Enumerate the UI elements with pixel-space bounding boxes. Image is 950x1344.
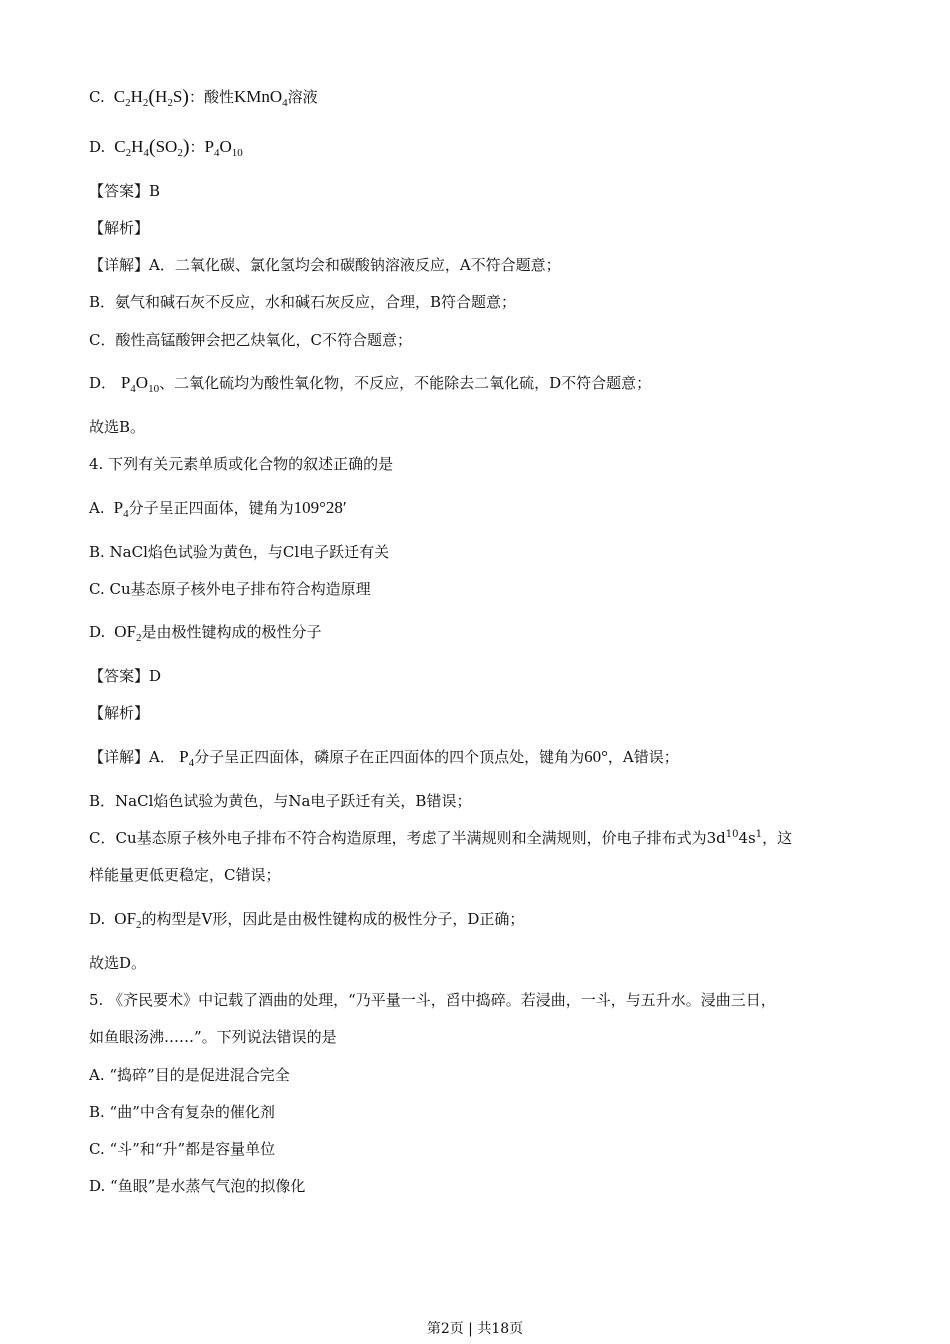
formula-p4: $P_4$ xyxy=(174,747,195,769)
q5-option-b: B. “曲”中含有复杂的催化剂 xyxy=(89,1103,275,1121)
bond-angle: 109°28′ xyxy=(293,498,347,517)
detail-label: D． xyxy=(89,374,117,392)
formula-of2: $OF_2$ xyxy=(110,622,142,644)
detail-text: C．Cu基态原子核外电子排布不符合构造原理，考虑了半满规则和全满规则，价电子排布式为3d xyxy=(89,829,726,847)
option-d xyxy=(89,136,880,158)
formula-p4: $P_4$ xyxy=(109,498,129,520)
option-label: A. xyxy=(89,499,105,517)
conclusion: 故选D。 xyxy=(89,954,147,972)
formula-of2: $OF_2$ xyxy=(110,909,142,931)
q4-option-b: B. NaCl焰色试验为黄色，与Cl电子跃迁有关 xyxy=(89,543,390,561)
detail-text: 分子呈正四面体，磷原子在正四面体的四个顶点处，键角为 xyxy=(194,748,585,766)
formula-kmno4: KMnO$_4$ xyxy=(233,87,288,109)
q4-detail-c-continued: 样能量更低更稳定，C错误； xyxy=(89,866,281,884)
q5-option-a: A. “捣碎”目的是促进混合完全 xyxy=(89,1066,290,1084)
q4-detail-b: B．NaCl焰色试验为黄色，与Na电子跃迁有关，B错误； xyxy=(89,792,472,810)
q4-option-a xyxy=(89,497,880,519)
question-stem-continued: 如鱼眼汤沸……”。下列说法错误的是 xyxy=(89,1028,337,1046)
superscript: 1 xyxy=(755,829,763,840)
detail-text: ，A错误； xyxy=(607,748,679,766)
q4-option-d xyxy=(89,621,880,643)
conclusion: 故选B。 xyxy=(89,418,146,436)
formula-p4o10: $P_4O_{10}$ xyxy=(120,373,160,395)
analysis-label: 【解析】 xyxy=(89,219,150,237)
q4-option-c: C. Cu基态原子核外电子排布符合构造原理 xyxy=(89,580,371,598)
detail-a: 【详解】A．二氧化碳、氯化氢均会和碳酸钠溶液反应，A不符合题意； xyxy=(89,256,561,274)
question-stem: 5. 《齐民要术》中记载了酒曲的处理，“乃平量一斗，舀中捣碎。若浸曲，一斗，与五升水。浸曲三日， xyxy=(89,991,776,1009)
detail-b: B．氨气和碱石灰不反应，水和碱石灰反应，合理，B符合题意； xyxy=(89,293,517,311)
option-label: C. xyxy=(89,88,105,106)
q5-option-d: D. “鱼眼”是水蒸气气泡的拟像化 xyxy=(89,1177,306,1195)
analysis-label: 【解析】 xyxy=(89,704,150,722)
formula-c2h2-h2s: $C_2H_2(H_2S)$ xyxy=(109,86,189,109)
option-text: 分子呈正四面体，键角为 xyxy=(128,499,294,517)
q4-detail-d xyxy=(89,908,880,930)
detail-label: D. xyxy=(89,910,106,928)
option-text: ：酸性 xyxy=(188,88,234,106)
q4-detail-a xyxy=(89,746,880,768)
detail-text: 的构型是V形，因此是由极性键构成的极性分子，D正确； xyxy=(141,910,525,928)
option-label: D. xyxy=(89,138,106,156)
option-c xyxy=(89,86,880,108)
page-footer: 第2页 | 共18页 xyxy=(426,1321,524,1337)
detail-text: 4s xyxy=(738,829,756,847)
q5-option-c: C. “斗”和“升”都是容量单位 xyxy=(89,1140,276,1158)
detail-c: C．酸性高锰酸钾会把乙炔氧化，C不符合题意； xyxy=(89,331,412,349)
option-text: 是由极性键构成的极性分子 xyxy=(141,623,322,641)
question-stem: 4. 下列有关元素单质或化合物的叙述正确的是 xyxy=(89,455,394,473)
detail-d xyxy=(89,372,880,394)
option-text: 溶液 xyxy=(287,88,318,106)
detail-text: 、二氧化硫均为酸性氧化物，不反应，不能除去二氧化硫，D不符合题意； xyxy=(159,374,652,392)
option-label: D. xyxy=(89,623,106,641)
answer-label: 【答案】D xyxy=(89,667,162,685)
detail-label: 【详解】A． xyxy=(89,748,175,766)
answer-label: 【答案】B xyxy=(89,182,161,200)
detail-text: ，这 xyxy=(762,829,793,847)
option-text: ： xyxy=(189,138,205,156)
formula-c2h4-so2: $C_2H_4(SO_2)$ xyxy=(110,136,190,159)
bond-angle: 60° xyxy=(584,747,608,766)
q4-detail-c xyxy=(89,827,880,849)
formula-p4o10: $P_4O_{10}$ xyxy=(204,137,243,159)
superscript: 10 xyxy=(725,829,739,840)
